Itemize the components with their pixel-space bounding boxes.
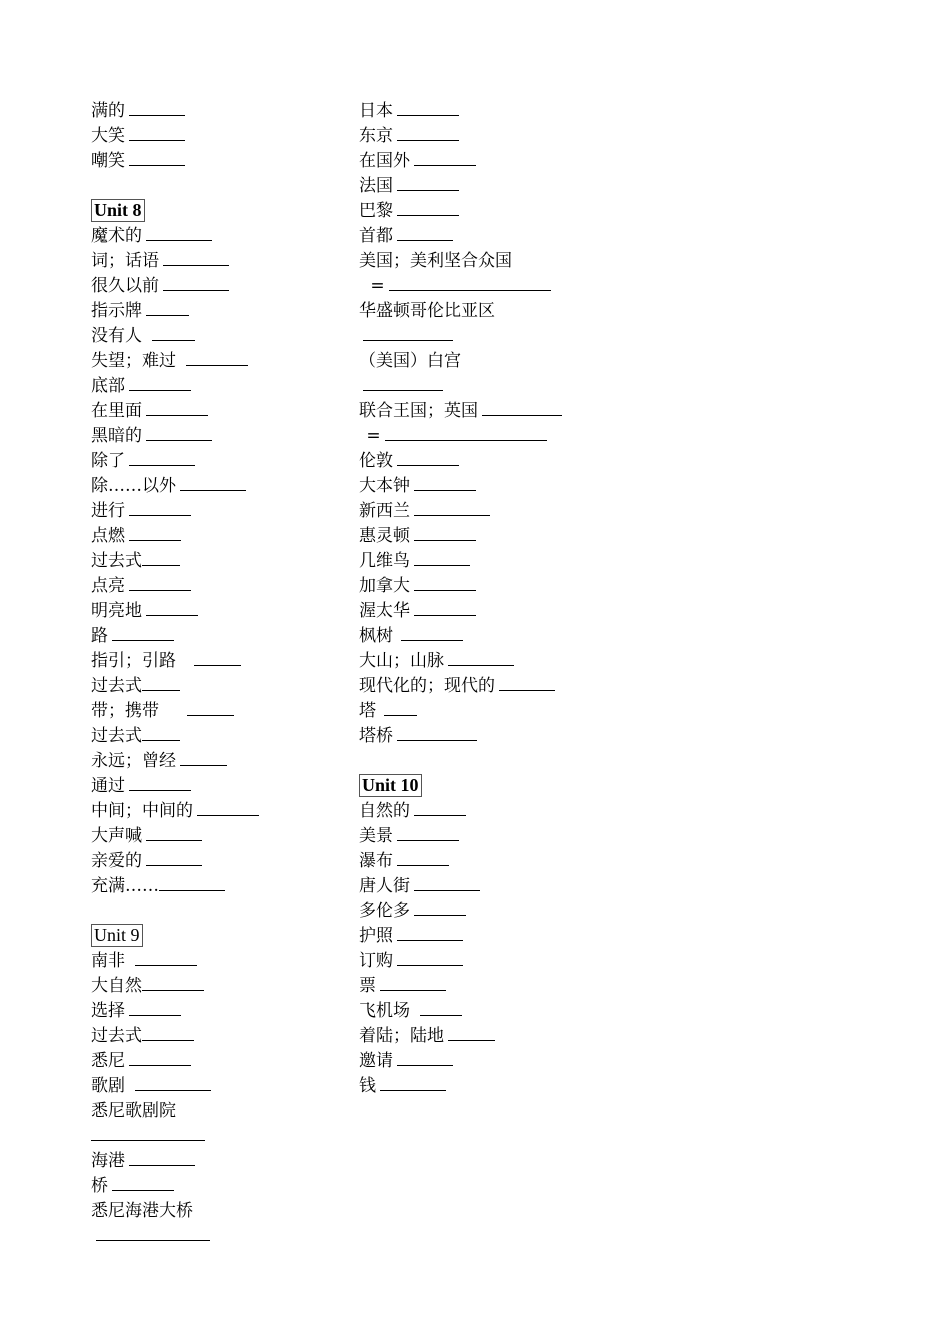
vocab-prompt: 美景 <box>359 826 393 846</box>
answer-blank[interactable] <box>397 139 459 141</box>
unit-heading-label: Unit 10 <box>359 774 422 797</box>
vocab-entry <box>91 1074 341 1099</box>
vocab-entry <box>91 1099 341 1124</box>
answer-blank[interactable] <box>129 114 185 116</box>
vocab-entry <box>91 574 341 599</box>
answer-blank[interactable] <box>448 664 514 666</box>
answer-blank[interactable] <box>129 539 181 541</box>
section-spacer <box>91 899 341 924</box>
vocab-prompt: 自然的 <box>359 801 410 821</box>
answer-blank[interactable] <box>194 664 241 666</box>
vocab-prompt: 大自然 <box>91 976 142 996</box>
answer-blank[interactable] <box>414 889 480 891</box>
vocab-entry <box>91 249 341 274</box>
vocab-prompt: 除……以外 <box>91 476 176 496</box>
vocab-prompt: 选择 <box>91 1001 125 1021</box>
vocab-prompt: 中间；中间的 <box>91 801 193 821</box>
answer-blank[interactable] <box>414 514 490 516</box>
vocab-entry <box>359 299 659 324</box>
vocab-prompt: 路 <box>91 626 108 646</box>
vocab-entry <box>91 399 341 424</box>
answer-blank[interactable] <box>397 114 459 116</box>
vocab-prompt: 悉尼海港大桥 <box>91 1201 193 1221</box>
vocab-entry <box>91 99 341 124</box>
answer-blank[interactable] <box>129 139 185 141</box>
answer-blank[interactable] <box>129 164 185 166</box>
answer-blank[interactable] <box>129 514 191 516</box>
vocab-prompt: 充满…… <box>91 876 159 896</box>
vocab-entry <box>91 224 341 249</box>
answer-blank[interactable] <box>112 639 174 641</box>
vocab-prompt: 海港 <box>91 1151 125 1171</box>
vocab-prompt: 护照 <box>359 926 393 946</box>
vocab-entry <box>91 1049 341 1074</box>
right-column <box>359 99 659 1099</box>
vocab-entry <box>91 449 341 474</box>
vocab-prompt: 几维鸟 <box>359 551 410 571</box>
vocab-prompt: 进行 <box>91 501 125 521</box>
vocab-entry <box>91 1199 341 1224</box>
vocab-entry <box>91 524 341 549</box>
answer-blank[interactable] <box>380 1089 446 1091</box>
answer-blank[interactable] <box>129 464 195 466</box>
vocab-prompt: 塔桥 <box>359 726 393 746</box>
vocab-entry <box>359 699 659 724</box>
unit-heading <box>359 774 659 799</box>
vocab-prompt: 过去式 <box>91 1026 142 1046</box>
vocab-entry <box>91 274 341 299</box>
answer-blank[interactable] <box>146 839 202 841</box>
vocab-entry <box>91 699 341 724</box>
vocab-entry <box>91 474 341 499</box>
answer-blank[interactable] <box>380 989 446 991</box>
vocab-entry <box>359 349 659 374</box>
vocab-prompt: 指引；引路 <box>91 651 176 671</box>
vocab-prompt: （美国）白宫 <box>359 351 461 371</box>
answer-blank[interactable] <box>146 239 212 241</box>
vocab-entry <box>359 449 659 474</box>
vocab-entry <box>359 499 659 524</box>
answer-blank[interactable] <box>186 364 248 366</box>
vocab-entry <box>359 574 659 599</box>
answer-blank[interactable] <box>112 1189 174 1191</box>
answer-blank[interactable] <box>448 1039 495 1041</box>
vocab-prompt: 瀑布 <box>359 851 393 871</box>
vocab-prompt: 带；携带 <box>91 701 159 721</box>
vocab-prompt: 加拿大 <box>359 576 410 596</box>
vocab-entry <box>91 824 341 849</box>
vocab-entry <box>359 324 659 349</box>
vocab-prompt: 亲爱的 <box>91 851 142 871</box>
answer-blank[interactable] <box>363 389 443 391</box>
vocab-prompt: 明亮地 <box>91 601 142 621</box>
vocab-entry <box>91 649 341 674</box>
answer-blank[interactable] <box>129 1164 195 1166</box>
vocab-prompt: 着陆；陆地 <box>359 1026 444 1046</box>
answer-blank[interactable] <box>129 589 191 591</box>
vocab-entry <box>91 299 341 324</box>
vocab-prompt: 唐人街 <box>359 876 410 896</box>
answer-blank[interactable] <box>163 264 229 266</box>
vocab-prompt: 桥 <box>91 1176 108 1196</box>
vocab-prompt: 悉尼 <box>91 1051 125 1071</box>
answer-blank[interactable] <box>129 789 191 791</box>
answer-blank[interactable] <box>197 814 259 816</box>
answer-blank[interactable] <box>397 939 463 941</box>
vocab-entry <box>91 599 341 624</box>
vocab-entry <box>91 499 341 524</box>
answer-blank[interactable] <box>414 539 476 541</box>
answer-blank[interactable] <box>129 389 191 391</box>
vocab-entry <box>91 549 341 574</box>
vocab-entry <box>359 1024 659 1049</box>
vocab-entry <box>359 174 659 199</box>
answer-blank[interactable] <box>129 1014 181 1016</box>
vocab-prompt: = <box>365 276 385 296</box>
answer-blank[interactable] <box>152 339 195 341</box>
answer-blank[interactable] <box>482 414 562 416</box>
vocab-prompt: 通过 <box>91 776 125 796</box>
answer-blank[interactable] <box>142 989 204 991</box>
answer-blank[interactable] <box>397 239 453 241</box>
vocab-prompt: 票 <box>359 976 376 996</box>
vocab-prompt: 巴黎 <box>359 201 393 221</box>
vocab-entry <box>91 999 341 1024</box>
answer-blank[interactable] <box>397 1064 453 1066</box>
vocab-prompt: 惠灵顿 <box>359 526 410 546</box>
unit-heading <box>91 199 341 224</box>
vocab-prompt: 法国 <box>359 176 393 196</box>
vocab-prompt: 大笑 <box>91 126 125 146</box>
answer-blank[interactable] <box>135 964 197 966</box>
vocab-entry <box>359 849 659 874</box>
vocab-prompt: 伦敦 <box>359 451 393 471</box>
vocab-prompt: 塔 <box>359 701 376 721</box>
vocab-entry <box>359 974 659 999</box>
answer-blank[interactable] <box>414 814 466 816</box>
answer-blank[interactable] <box>91 1139 205 1141</box>
vocab-entry <box>91 124 341 149</box>
answer-blank[interactable] <box>384 714 417 716</box>
vocab-entry <box>359 1074 659 1099</box>
answer-blank[interactable] <box>397 214 459 216</box>
vocab-prompt: 枫树 <box>359 626 393 646</box>
vocab-prompt: 悉尼歌剧院 <box>91 1101 176 1121</box>
answer-blank[interactable] <box>180 764 227 766</box>
answer-blank[interactable] <box>180 489 246 491</box>
section-spacer <box>91 174 341 199</box>
answer-blank[interactable] <box>96 1239 210 1241</box>
answer-blank[interactable] <box>397 964 463 966</box>
vocab-entry <box>91 674 341 699</box>
answer-blank[interactable] <box>414 489 476 491</box>
vocab-prompt: 大声喊 <box>91 826 142 846</box>
vocab-prompt: 钱 <box>359 1076 376 1096</box>
vocab-entry <box>91 324 341 349</box>
vocab-prompt: 魔术的 <box>91 226 142 246</box>
vocab-entry <box>91 974 341 999</box>
vocab-prompt: 日本 <box>359 101 393 121</box>
vocab-prompt: 新西兰 <box>359 501 410 521</box>
answer-blank[interactable] <box>499 689 555 691</box>
vocab-entry <box>359 224 659 249</box>
vocab-prompt: 失望；难过 <box>91 351 176 371</box>
answer-blank[interactable] <box>414 914 466 916</box>
answer-blank[interactable] <box>142 739 180 741</box>
vocab-entry <box>359 199 659 224</box>
unit-heading-label: Unit 8 <box>91 199 145 222</box>
vocab-entry <box>91 799 341 824</box>
vocab-entry <box>359 249 659 274</box>
answer-blank[interactable] <box>385 439 547 441</box>
answer-blank[interactable] <box>142 689 180 691</box>
vocab-entry <box>91 724 341 749</box>
vocab-entry <box>91 1149 341 1174</box>
vocab-prompt: 渥太华 <box>359 601 410 621</box>
vocab-entry <box>91 774 341 799</box>
answer-blank[interactable] <box>420 1014 462 1016</box>
vocab-entry <box>359 924 659 949</box>
answer-blank[interactable] <box>142 564 180 566</box>
vocab-entry <box>359 424 659 449</box>
answer-blank[interactable] <box>163 289 229 291</box>
answer-blank[interactable] <box>187 714 234 716</box>
answer-blank[interactable] <box>146 414 208 416</box>
left-column <box>91 99 341 1249</box>
vocab-prompt: 过去式 <box>91 726 142 746</box>
vocab-prompt: 现代化的；现代的 <box>359 676 495 696</box>
vocab-prompt: 大山；山脉 <box>359 651 444 671</box>
vocab-entry <box>359 124 659 149</box>
vocab-entry <box>91 374 341 399</box>
vocab-prompt: 过去式 <box>91 551 142 571</box>
vocab-entry <box>359 799 659 824</box>
vocab-prompt: 指示牌 <box>91 301 142 321</box>
vocab-entry <box>359 474 659 499</box>
section-spacer <box>359 749 659 774</box>
vocab-entry <box>91 1024 341 1049</box>
vocab-entry <box>91 424 341 449</box>
vocab-entry <box>91 749 341 774</box>
vocab-entry <box>359 674 659 699</box>
vocab-entry <box>359 649 659 674</box>
answer-blank[interactable] <box>414 564 470 566</box>
vocab-entry <box>359 99 659 124</box>
vocab-entry <box>91 1174 341 1199</box>
vocab-prompt: 嘲笑 <box>91 151 125 171</box>
vocab-entry <box>91 874 341 899</box>
answer-blank[interactable] <box>363 339 453 341</box>
vocab-prompt: 黑暗的 <box>91 426 142 446</box>
answer-blank[interactable] <box>414 614 476 616</box>
answer-blank[interactable] <box>146 314 189 316</box>
answer-blank[interactable] <box>389 289 551 291</box>
vocab-prompt: 南非 <box>91 951 125 971</box>
answer-blank[interactable] <box>397 464 459 466</box>
vocab-entry <box>359 1049 659 1074</box>
vocab-prompt: 在国外 <box>359 151 410 171</box>
vocab-prompt: 订购 <box>359 951 393 971</box>
vocab-entry <box>91 949 341 974</box>
answer-blank[interactable] <box>146 864 202 866</box>
vocab-prompt: 美国；美利坚合众国 <box>359 251 512 271</box>
vocab-prompt: 邀请 <box>359 1051 393 1071</box>
vocab-entry <box>359 824 659 849</box>
answer-blank[interactable] <box>159 889 225 891</box>
vocab-prompt: 除了 <box>91 451 125 471</box>
answer-blank[interactable] <box>129 1064 191 1066</box>
vocab-entry <box>359 149 659 174</box>
answer-blank[interactable] <box>414 589 476 591</box>
answer-blank[interactable] <box>397 864 449 866</box>
vocab-entry <box>359 899 659 924</box>
vocab-prompt: 在里面 <box>91 401 142 421</box>
vocab-prompt: 永远；曾经 <box>91 751 176 771</box>
vocab-entry <box>359 624 659 649</box>
answer-blank[interactable] <box>397 189 459 191</box>
answer-blank[interactable] <box>142 1039 194 1041</box>
answer-blank[interactable] <box>414 164 476 166</box>
vocab-entry <box>91 349 341 374</box>
answer-blank[interactable] <box>401 639 463 641</box>
vocab-entry <box>359 274 659 299</box>
unit-heading-label: Unit 9 <box>91 924 143 947</box>
vocab-prompt: 点亮 <box>91 576 125 596</box>
vocab-entry <box>91 1124 341 1149</box>
vocab-prompt: 底部 <box>91 376 125 396</box>
vocab-prompt: 满的 <box>91 101 125 121</box>
vocab-prompt: 多伦多 <box>359 901 410 921</box>
vocab-entry <box>359 874 659 899</box>
vocab-prompt: 联合王国；英国 <box>359 401 478 421</box>
vocab-entry <box>359 549 659 574</box>
vocab-prompt: = <box>361 426 381 446</box>
vocab-entry <box>91 849 341 874</box>
vocab-entry <box>359 399 659 424</box>
vocab-prompt: 首都 <box>359 226 393 246</box>
vocab-prompt: 过去式 <box>91 676 142 696</box>
unit-heading <box>91 924 341 949</box>
vocab-prompt: 没有人 <box>91 326 142 346</box>
vocab-prompt: 大本钟 <box>359 476 410 496</box>
answer-blank[interactable] <box>397 839 459 841</box>
vocab-prompt: 歌剧 <box>91 1076 125 1096</box>
vocab-prompt: 很久以前 <box>91 276 159 296</box>
vocab-entry <box>91 1224 341 1249</box>
answer-blank[interactable] <box>146 439 212 441</box>
vocab-prompt: 华盛顿哥伦比亚区 <box>359 301 495 321</box>
vocab-entry <box>359 524 659 549</box>
answer-blank[interactable] <box>135 1089 211 1091</box>
vocab-entry <box>359 724 659 749</box>
vocab-entry <box>91 624 341 649</box>
vocab-entry <box>359 599 659 624</box>
answer-blank[interactable] <box>397 739 477 741</box>
vocab-prompt: 飞机场 <box>359 1001 410 1021</box>
vocab-prompt: 点燃 <box>91 526 125 546</box>
answer-blank[interactable] <box>146 614 198 616</box>
vocab-entry <box>359 999 659 1024</box>
vocab-entry <box>91 149 341 174</box>
vocab-prompt: 词；话语 <box>91 251 159 271</box>
vocab-entry <box>359 949 659 974</box>
vocab-prompt: 东京 <box>359 126 393 146</box>
vocab-entry <box>359 374 659 399</box>
